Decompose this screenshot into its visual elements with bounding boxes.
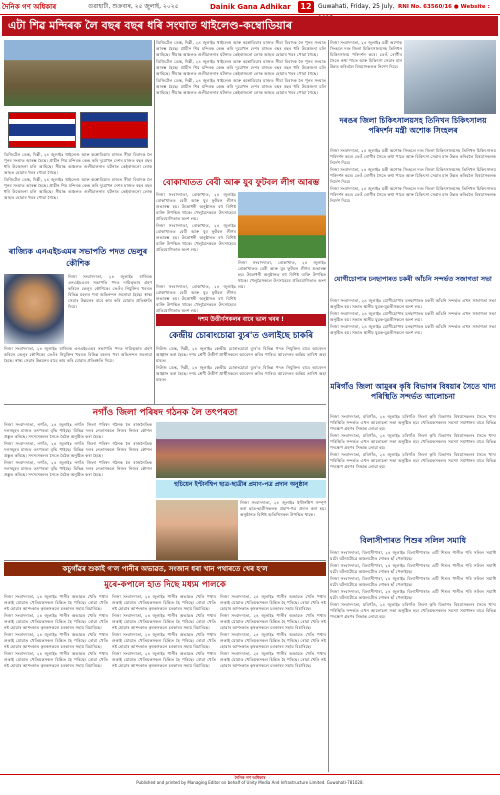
scholar-headline: হুচিয়েন ইণ্টাৰ্নশ্বিপ ছাত্ৰ-ছাত্ৰীৰ প্ৰমাণ-পত্ৰ প্ৰদান অনুষ্ঠান [156, 480, 326, 498]
lead-headline: এটা শিৱ মন্দিৰক লৈ বছৰ বছৰ ধৰি সংঘাত থাইলেণ্ড-কম্বোডিয়াৰ [2, 16, 498, 36]
temple-photo [4, 40, 152, 106]
flags [4, 108, 152, 150]
water-body-2: নিজা সংবাদদাতা, ২৪ জুলাইঃ পানীৰ অভাৱত খেতি পথাৰ শুকাই যোৱাত খেতিয়কসকল চিন্তিত হৈ পৰিছে। ৰোৱা খেতি নষ্ট হোৱাৰ আশংকাত কৃষকসকলে চৰকাৰৰ সহায় বিচাৰিছে। নিজা সংবাদদাতা, ২৪ জুলাইঃ পানীৰ অভাৱত খেতি পথাৰ শুকাই যোৱাত খেতিয়কসকল চিন্তিত হৈ পৰিছে। ৰোৱা খেতি নষ্ট হোৱাৰ আশংকাত কৃষকসকলে চৰকাৰৰ সহায় বিচাৰিছে। নিজা সংবাদদাতা, ২৪ জুলাইঃ পানীৰ অভাৱত খেতি পথাৰ শুকাই যোৱাত খেতিয়কসকল চিন্তিত হৈ পৰিছে। ৰোৱা খেতি নষ্ট হোৱাৰ আশংকাত কৃষকসকলে চৰকাৰৰ সহায় বিচাৰিছে। নিজা সংবাদদাতা, ২৪ জুলাইঃ পানীৰ অভাৱত খেতি পথাৰ শুকাই যোৱাত খেতিয়কসকল চিন্তিত হৈ পৰিছে। ৰোৱা খেতি নষ্ট হোৱাৰ আশংকাত কৃষকসকলে চৰকাৰৰ সহায় বিচাৰিছে। [112, 594, 216, 668]
row-rule [4, 404, 326, 405]
kaushik-body-side: নিজা সংবাদদাতা, ২৪ জুলাইঃ ৰাজ্যিক এনএইচএমৰ সভাপতি পদত দায়িত্বভাৰ গ্ৰহণ কৰিলে ভেলুৰ কৌশিকে। তেওঁৰ নিযুক্তিৰ খবৰত বিভিন্ন মহলৰ পৰা অভিনন্দন জনোৱা হৈছে। স্বাস্থ্য সেৱাৰ উন্নয়নৰ বাবে কাম কৰি যোৱাৰ প্ৰতিশ্ৰুতি দিয়ে। [68, 274, 152, 309]
thailand-flag [8, 112, 76, 148]
footer-line2: Published and printed by Managing Editor on behalf of Unity Media And Infrastructure Limited. Guwahati-781028. [136, 780, 364, 785]
water-headline: মুৰে-কপালে হাত দিছে মধ্যম পালকে [104, 580, 226, 590]
row-rule [4, 560, 326, 561]
right-top-body: নিজা সংবাদদাতা, ২৪ জুলাইঃ মন্ত্ৰী অশোক সিংহলে দৰং জিলা চিকিৎসালয়সহ তিনিখন চিকিৎসালয় পৰিদৰ্শন কৰে। তেওঁ ৰোগীৰ সৈতে কথা পাতে আৰু চিকিৎসা সেৱাৰ মান উন্নত কৰিবলৈ বিষয়াসকলক নিৰ্দেশ দিয়ে। [330, 40, 402, 69]
drowning-headline: বিলাসীপাৰত শিশুৰ সলিল সমাধি [360, 536, 466, 545]
recruitment-headline: যোগীচোপাৰ চনছাপাৰত চকৰী আঁচনি সন্দৰ্ভত সজাগতা সভা [334, 275, 492, 283]
football-body-cont: নিজা সংবাদদাতা, বোকাখাত, ২৪ জুলাইঃ বোকাখাতত বেবী আৰু যুব ফুটবল লীগৰ শুভাৰম্ভ হয়। উদ্বোধনী অনুষ্ঠানত বহু বিশিষ্ট ব্যক্তি উপস্থিত থাকে। খেলুৱৈসকলে উৎসাহেৰে প্ৰতিযোগিতাত অংশ লয়। [238, 260, 326, 289]
kaushik-body: নিজা সংবাদদাতা, ২৪ জুলাইঃ ৰাজ্যিক এনএইচএমৰ সভাপতি পদত দায়িত্বভাৰ গ্ৰহণ কৰিলে ভেলুৰ কৌশিকে। তেওঁৰ নিযুক্তিৰ খবৰত বিভিন্ন মহলৰ পৰা অভিনন্দন জনোৱা হৈছে। স্বাস্থ্য সেৱাৰ উন্নয়নৰ বাবে কাম কৰি যোৱাৰ প্ৰতিশ্ৰুতি দিয়ে। [4, 346, 152, 363]
lead-body: ডিজিটেল ডেস্ক, দিল্লী, ২৪ জুলাইঃ থাইলেণ্ড আৰু কম্বোডিয়াৰ মাজত সীমা বিবাদক লৈ পুনৰ সংঘাত আৰম্ভ হৈছে। প্ৰাচীন শিৱ মন্দিৰক কেন্দ্ৰ কৰি দুয়োখন দেশৰ মাজত বছৰ বছৰ ধৰি উত্তেজনা চলি আহিছে। সীমান্ত অঞ্চলত গুলীচালনাৰ ঘটনাত কেইবাজনো লোক আহত হোৱাৰ খবৰ পোৱা গৈছে। ডিজিটেল ডেস্ক, দিল্লী, ২৪ জুলাইঃ থাইলেণ্ড আৰু কম্বোডিয়াৰ মাজত সীমা বিবাদক লৈ পুনৰ সংঘাত আৰম্ভ হৈছে। প্ৰাচীন শিৱ মন্দিৰক কেন্দ্ৰ কৰি দুয়োখন দেশৰ মাজত বছৰ বছৰ ধৰি উত্তেজনা চলি আহিছে। সীমান্ত অঞ্চলত গুলীচালনাৰ ঘটনাত কেইবাজনো লোক আহত হোৱাৰ খবৰ পোৱা গৈছে। [4, 152, 152, 200]
football-body: নিজা সংবাদদাতা, বোকাখাত, ২৪ জুলাইঃ বোকাখাতত বেবী আৰু যুব ফুটবল লীগৰ শুভাৰম্ভ হয়। উদ্বোধনী অনুষ্ঠানত বহু বিশিষ্ট ব্যক্তি উপস্থিত থাকে। খেলুৱৈসকলে উৎসাহেৰে প্ৰতিযোগিতাত অংশ লয়। নিজা সংবাদদাতা, বোকাখাত, ২৪ জুলাইঃ বোকাখাতত বেবী আৰু যুব ফুটবল লীগৰ শুভাৰম্ভ হয়। উদ্বোধনী অনুষ্ঠানত বহু বিশিষ্ট ব্যক্তি উপস্থিত থাকে। খেলুৱৈসকলে উৎসাহেৰে প্ৰতিযোগিতাত অংশ লয়। [156, 192, 236, 252]
column-rule [154, 40, 155, 404]
masthead-local-date: গুৱাহাটী, শুক্ৰবাৰ, ২৫ জুলাই, ২০২৫ [88, 3, 179, 10]
football-headline: বোকাখাতত বেবী আৰু যুব ফুটবল লীগ আৰম্ভ [162, 178, 320, 188]
nagaon-headline: নগাঁও জিলা পৰিষদ গঠনক লৈ তৎপৰতা [92, 408, 238, 418]
health-body: নিজা সংবাদদাতা, ২৪ জুলাইঃ মন্ত্ৰী অশোক সিংহলে দৰং জিলা চিকিৎসালয়সহ তিনিখন চিকিৎসালয় পৰিদৰ্শন কৰে। তেওঁ ৰোগীৰ সৈতে কথা পাতে আৰু চিকিৎসা সেৱাৰ মান উন্নত কৰিবলৈ বিষয়াসকলক নিৰ্দেশ দিয়ে। নিজা সংবাদদাতা, ২৪ জুলাইঃ মন্ত্ৰী অশোক সিংহলে দৰং জিলা চিকিৎসালয়সহ তিনিখন চিকিৎসালয় পৰিদৰ্শন কৰে। তেওঁ ৰোগীৰ সৈতে কথা পাতে আৰু চিকিৎসা সেৱাৰ মান উন্নত কৰিবলৈ বিষয়াসকলক নিৰ্দেশ দিয়ে। নিজা সংবাদদাতা, ২৪ জুলাইঃ মন্ত্ৰী অশোক সিংহলে দৰং জিলা চিকিৎসালয়সহ তিনিখন চিকিৎসালয় পৰিদৰ্শন কৰে। তেওঁ ৰোগীৰ সৈতে কথা পাতে আৰু চিকিৎসা সেৱাৰ মান উন্নত কৰিবলৈ বিষয়াসকলক নিৰ্দেশ দিয়ে। [330, 148, 496, 203]
masthead-date: Guwahati, Friday, 25 July, [318, 3, 395, 10]
kaushik-photo [4, 274, 64, 344]
footer [0, 774, 500, 795]
agri-body: নিজা সংবাদদাতা, মৰিগাঁও, ২৪ জুলাইঃ মৰিগাঁও জিলা কৃষি বিভাগৰ বিষয়াসকলৰ সৈতে খাদ্য পৰিস্থিতি সন্দৰ্ভত এখন আলোচনা সভা অনুষ্ঠিত হয়। খেতিয়কসকলৰ সমস্যা সমাধানৰ বাবে বিভিন্ন পদক্ষেপ গ্ৰহণৰ সিদ্ধান্ত লোৱা হয়। নিজা সংবাদদাতা, মৰিগাঁও, ২৪ জুলাইঃ মৰিগাঁও জিলা কৃষি বিভাগৰ বিষয়াসকলৰ সৈতে খাদ্য পৰিস্থিতি সন্দৰ্ভত এখন আলোচনা সভা অনুষ্ঠিত হয়। খেতিয়কসকলৰ সমস্যা সমাধানৰ বাবে বিভিন্ন পদক্ষেপ গ্ৰহণৰ সিদ্ধান্ত লোৱা হয়। নিজা সংবাদদাতা, মৰিগাঁও, ২৪ জুলাইঃ মৰিগাঁও জিলা কৃষি বিভাগৰ বিষয়াসকলৰ সৈতে খাদ্য পৰিস্থিতি সন্দৰ্ভত এখন আলোচনা সভা অনুষ্ঠিত হয়। খেতিয়কসকলৰ সমস্যা সমাধানৰ বাবে বিভিন্ন পদক্ষেপ গ্ৰহণৰ সিদ্ধান্ত লোৱা হয়। [330, 414, 496, 469]
agri-headline: মৰিগাঁও জিলা আমুৰৰ কৃষি বিভাগৰ বিষয়াৰ সৈতে খাদ্য পৰিস্থিতি সন্দৰ্ভত আলোচনা [330, 382, 496, 401]
cambodia-flag [80, 112, 148, 148]
column-rule [328, 40, 329, 772]
scholar-photo [156, 500, 238, 560]
masthead-title: Dainik Gana Adhikar [210, 3, 291, 11]
masthead-logo: দৈনিক গণ অধিকাৰ [2, 3, 57, 11]
jobs-body: নিউজ ডেস্ক, দিল্লী, ২৪ জুলাইঃ কেন্দ্ৰীয় চোৰাংচোৱা ব্যুৰ'ত বিভিন্ন পদত নিযুক্তিৰ বাবে আবেদন আহ্বান কৰা হৈছে। দশম শ্ৰেণী উত্তীৰ্ণ প্ৰাৰ্থীসকলে আবেদন কৰিব পাৰিব। আবেদনৰ অন্তিম তাৰিখ অহা মাহত। নিউজ ডেস্ক, দিল্লী, ২৪ জুলাইঃ কেন্দ্ৰীয় চোৰাংচোৱা ব্যুৰ'ত বিভিন্ন পদত নিযুক্তিৰ বাবে আবেদন আহ্বান কৰা হৈছে। দশম শ্ৰেণী উত্তীৰ্ণ প্ৰাৰ্থীসকলে আবেদন কৰিব পাৰিব। আবেদনৰ অন্তিম তাৰিখ অহা মাহত। [156, 346, 326, 382]
page-number: 12 [298, 1, 314, 13]
footer-line1: দৈনিক গণ অধিকাৰ [234, 775, 266, 780]
water-kicker: কচুগাঁৱৰ শুকাই গ'ল পানীৰ অভাৱত, সংজান ধৰা খান পথাৰতে খেৰ হ'ল [4, 562, 326, 576]
masthead-rni: RNI No. 63560/16 ● Website : [398, 4, 490, 10]
football-body-cont2: নিজা সংবাদদাতা, বোকাখাত, ২৪ জুলাইঃ বোকাখাতত বেবী আৰু যুব ফুটবল লীগৰ শুভাৰম্ভ হয়। উদ্বোধনী অনুষ্ঠানত বহু বিশিষ্ট ব্যক্তি উপস্থিত থাকে। খেলুৱৈসকলে উৎসাহেৰে প্ৰতিযোগিতাত অংশ লয়। [156, 284, 236, 313]
lead-body-cont: ডিজিটেল ডেস্ক, দিল্লী, ২৪ জুলাইঃ থাইলেণ্ড আৰু কম্বোডিয়াৰ মাজত সীমা বিবাদক লৈ পুনৰ সংঘাত আৰম্ভ হৈছে। প্ৰাচীন শিৱ মন্দিৰক কেন্দ্ৰ কৰি দুয়োখন দেশৰ মাজত বছৰ বছৰ ধৰি উত্তেজনা চলি আহিছে। সীমান্ত অঞ্চলত গুলীচালনাৰ ঘটনাত কেইবাজনো লোক আহত হোৱাৰ খবৰ পোৱা গৈছে। ডিজিটেল ডেস্ক, দিল্লী, ২৪ জুলাইঃ থাইলেণ্ড আৰু কম্বোডিয়াৰ মাজত সীমা বিবাদক লৈ পুনৰ সংঘাত আৰম্ভ হৈছে। প্ৰাচীন শিৱ মন্দিৰক কেন্দ্ৰ কৰি দুয়োখন দেশৰ মাজত বছৰ বছৰ ধৰি উত্তেজনা চলি আহিছে। সীমান্ত অঞ্চলত গুলীচালনাৰ ঘটনাত কেইবাজনো লোক আহত হোৱাৰ খবৰ পোৱা গৈছে। ডিজিটেল ডেস্ক, দিল্লী, ২৪ জুলাইঃ থাইলেণ্ড আৰু কম্বোডিয়াৰ মাজত সীমা বিবাদক লৈ পুনৰ সংঘাত আৰম্ভ হৈছে। প্ৰাচীন শিৱ মন্দিৰক কেন্দ্ৰ কৰি দুয়োখন দেশৰ মাজত বছৰ বছৰ ধৰি উত্তেজনা চলি আহিছে। সীমান্ত অঞ্চলত গুলীচালনাৰ ঘটনাত কেইবাজনো লোক আহত হোৱাৰ খবৰ পোৱা গৈছে। [156, 40, 326, 95]
water-body-3: নিজা সংবাদদাতা, ২৪ জুলাইঃ পানীৰ অভাৱত খেতি পথাৰ শুকাই যোৱাত খেতিয়কসকল চিন্তিত হৈ পৰিছে। ৰোৱা খেতি নষ্ট হোৱাৰ আশংকাত কৃষকসকলে চৰকাৰৰ সহায় বিচাৰিছে। নিজা সংবাদদাতা, ২৪ জুলাইঃ পানীৰ অভাৱত খেতি পথাৰ শুকাই যোৱাত খেতিয়কসকল চিন্তিত হৈ পৰিছে। ৰোৱা খেতি নষ্ট হোৱাৰ আশংকাত কৃষকসকলে চৰকাৰৰ সহায় বিচাৰিছে। নিজা সংবাদদাতা, ২৪ জুলাইঃ পানীৰ অভাৱত খেতি পথাৰ শুকাই যোৱাত খেতিয়কসকল চিন্তিত হৈ পৰিছে। ৰোৱা খেতি নষ্ট হোৱাৰ আশংকাত কৃষকসকলে চৰকাৰৰ সহায় বিচাৰিছে। নিজা সংবাদদাতা, ২৪ জুলাইঃ পানীৰ অভাৱত খেতি পথাৰ শুকাই যোৱাত খেতিয়কসকল চিন্তিত হৈ পৰিছে। ৰোৱা খেতি নষ্ট হোৱাৰ আশংকাত কৃষকসকলে চৰকাৰৰ সহায় বিচাৰিছে। [220, 594, 326, 668]
nagaon-body: নিজা সংবাদদাতা, নগাঁও, ২৪ জুলাইঃ নগাঁও জিলা পৰিষদ গঠনক লৈ ৰাজনৈতিক দলসমূহৰ মাজত তৎপৰতা বৃদ্ধি পাইছে। বিভিন্ন দলৰ নেতাসকলে নিজৰ নিজৰ কৌশল প্ৰস্তুত কৰিছে। সদস্যসকলৰ সৈতে বৈঠক অনুষ্ঠিত কৰা হৈছে। নিজা সংবাদদাতা, নগাঁও, ২৪ জুলাইঃ নগাঁও জিলা পৰিষদ গঠনক লৈ ৰাজনৈতিক দলসমূহৰ মাজত তৎপৰতা বৃদ্ধি পাইছে। বিভিন্ন দলৰ নেতাসকলে নিজৰ নিজৰ কৌশল প্ৰস্তুত কৰিছে। সদস্যসকলৰ সৈতে বৈঠক অনুষ্ঠিত কৰা হৈছে। নিজা সংবাদদাতা, নগাঁও, ২৪ জুলাইঃ নগাঁও জিলা পৰিষদ গঠনক লৈ ৰাজনৈতিক দলসমূহৰ মাজত তৎপৰতা বৃদ্ধি পাইছে। বিভিন্ন দলৰ নেতাসকলে নিজৰ নিজৰ কৌশল প্ৰস্তুত কৰিছে। সদস্যসকলৰ সৈতে বৈঠক অনুষ্ঠিত কৰা হৈছে। [4, 422, 152, 477]
jobs-headline: কেন্দ্ৰীয় চোৰাংচোৱা ব্যুৰ'ত ওলাইছে চাকৰি [168, 331, 314, 341]
recruitment-body: নিজা সংবাদদাতা, ২৪ জুলাইঃ যোগীচোপাৰ চনছাপাৰত চকৰী আঁচনি সন্দৰ্ভত এখন সজাগতা সভা অনুষ্ঠিত হয়। সভাত স্থানীয় যুৱক-যুৱতীসকলে অংশ লয়। নিজা সংবাদদাতা, ২৪ জুলাইঃ যোগীচোপাৰ চনছাপাৰত চকৰী আঁচনি সন্দৰ্ভত এখন সজাগতা সভা অনুষ্ঠিত হয়। সভাত স্থানীয় যুৱক-যুৱতীসকলে অংশ লয়। নিজা সংবাদদাতা, ২৪ জুলাইঃ যোগীচোপাৰ চনছাপাৰত চকৰী আঁচনি সন্দৰ্ভত এখন সজাগতা সভা অনুষ্ঠিত হয়। সভাত স্থানীয় যুৱক-যুৱতীসকলে অংশ লয়। [330, 298, 496, 335]
health-headline: দৰঙৰ জিলা চিকিৎসালয়সহ তিনিখন চিকিৎসালয় পৰিদৰ্শন মন্ত্ৰী অশোক সিংহলৰ [339, 116, 487, 135]
health-photo [404, 40, 496, 114]
masthead [0, 0, 500, 15]
nagaon-photo [156, 422, 326, 478]
football-photo [238, 192, 326, 258]
mid-banner: দশম উত্তীৰ্ণসকলৰ বাবে ভাল খবৰ ! [156, 314, 326, 326]
scholar-body: নিজা সংবাদদাতা, ২৪ জুলাইঃ ইণ্টাৰ্নশ্বিপ সম্পূৰ্ণ কৰা ছাত্ৰ-ছাত্ৰীসকলক প্ৰমাণ-পত্ৰ প্ৰদান কৰা হয়। অনুষ্ঠানত বিশিষ্ট অতিথিসকল উপস্থিত থাকে। [240, 500, 326, 517]
kaushik-headline: ৰাজ্যিক এনএইচএমৰ সভাপতি পদত ভেলুৰ কৌশিক [8, 247, 148, 268]
drowning-body: নিজা সংবাদদাতা, বিলাসীপাৰা, ২৪ জুলাইঃ বিলাসীপাৰাত এটি শিশুৰ পানীত পৰি সলিল সমাধি ঘটে। ঘটনাটোৱে অঞ্চলটোত শোকৰ ছাঁ পেলাইছে। নিজা সংবাদদাতা, বিলাসীপাৰা, ২৪ জুলাইঃ বিলাসীপাৰাত এটি শিশুৰ পানীত পৰি সলিল সমাধি ঘটে। ঘটনাটোৱে অঞ্চলটোত শোকৰ ছাঁ পেলাইছে। নিজা সংবাদদাতা, বিলাসীপাৰা, ২৪ জুলাইঃ বিলাসীপাৰাত এটি শিশুৰ পানীত পৰি সলিল সমাধি ঘটে। ঘটনাটোৱে অঞ্চলটোত শোকৰ ছাঁ পেলাইছে। নিজা সংবাদদাতা, বিলাসীপাৰা, ২৪ জুলাইঃ বিলাসীপাৰাত এটি শিশুৰ পানীত পৰি সলিল সমাধি ঘটে। ঘটনাটোৱে অঞ্চলটোত শোকৰ ছাঁ পেলাইছে। নিজা সংবাদদাতা, মৰিগাঁও, ২৪ জুলাইঃ মৰিগাঁও জিলা কৃষি বিভাগৰ বিষয়াসকলৰ সৈতে খাদ্য পৰিস্থিতি সন্দৰ্ভত এখন আলোচনা সভা অনুষ্ঠিত হয়। খেতিয়কসকলৰ সমস্যা সমাধানৰ বাবে বিভিন্ন পদক্ষেপ গ্ৰহণৰ সিদ্ধান্ত লোৱা হয়। [330, 550, 496, 619]
water-body-1: নিজা সংবাদদাতা, ২৪ জুলাইঃ পানীৰ অভাৱত খেতি পথাৰ শুকাই যোৱাত খেতিয়কসকল চিন্তিত হৈ পৰিছে। ৰোৱা খেতি নষ্ট হোৱাৰ আশংকাত কৃষকসকলে চৰকাৰৰ সহায় বিচাৰিছে। নিজা সংবাদদাতা, ২৪ জুলাইঃ পানীৰ অভাৱত খেতি পথাৰ শুকাই যোৱাত খেতিয়কসকল চিন্তিত হৈ পৰিছে। ৰোৱা খেতি নষ্ট হোৱাৰ আশংকাত কৃষকসকলে চৰকাৰৰ সহায় বিচাৰিছে। নিজা সংবাদদাতা, ২৪ জুলাইঃ পানীৰ অভাৱত খেতি পথাৰ শুকাই যোৱাত খেতিয়কসকল চিন্তিত হৈ পৰিছে। ৰোৱা খেতি নষ্ট হোৱাৰ আশংকাত কৃষকসকলে চৰকাৰৰ সহায় বিচাৰিছে। নিজা সংবাদদাতা, ২৪ জুলাইঃ পানীৰ অভাৱত খেতি পথাৰ শুকাই যোৱাত খেতিয়কসকল চিন্তিত হৈ পৰিছে। ৰোৱা খেতি নষ্ট হোৱাৰ আশংকাত কৃষকসকলে চৰকাৰৰ সহায় বিচাৰিছে। [4, 594, 108, 668]
